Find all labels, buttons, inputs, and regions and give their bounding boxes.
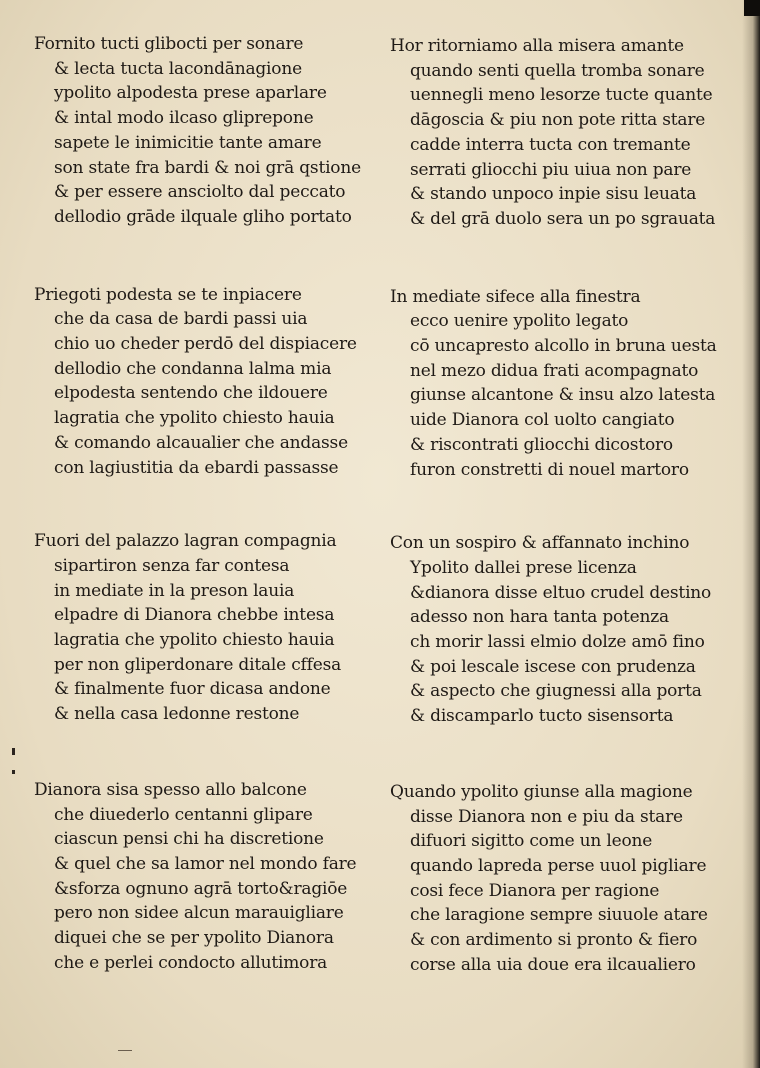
verse-line: &sforza ognuno agrā torto&ragiōe <box>54 878 348 899</box>
verse-line: ciascun pensi chi ha discretione <box>54 829 324 850</box>
stanza <box>34 32 374 230</box>
page-mark <box>118 1050 132 1051</box>
stanza <box>34 529 374 727</box>
verse-line: & poi lescale iscese con prudenza <box>410 656 696 677</box>
verse-line: corse alla uia doue era ilcaualiero <box>410 954 696 975</box>
verse-line: cadde interra tucta con tremante <box>410 134 691 155</box>
margin-mark <box>12 748 15 755</box>
verse-line: dellodio che condanna lalma mia <box>54 358 332 379</box>
verse-line: con lagiustitia da ebardi passasse <box>54 457 339 478</box>
verse-line: adesso non hara tanta potenza <box>410 607 669 628</box>
verse-line: giunse alcantone & insu alzo latesta <box>410 385 716 406</box>
page-edge-shadow <box>742 0 760 1068</box>
verse-line: uennegli meno lesorze tucte quante <box>410 85 713 106</box>
verse-line: & discamparlo tucto sisensorta <box>410 706 674 727</box>
verse-line: & riscontrati gliocchi dicostoro <box>410 434 673 455</box>
verse-line: che laragione sempre siuuole atare <box>410 905 708 926</box>
verse-line: Fuori del palazzo lagran compagnia <box>34 531 337 552</box>
verse-line: quando senti quella tromba sonare <box>410 60 705 81</box>
left-column <box>34 32 374 976</box>
verse-line: chio uo cheder perdō del dispiacere <box>54 334 357 355</box>
verse-line: &dianora disse eltuo crudel destino <box>410 582 712 603</box>
verse-line: che diuederlo centanni glipare <box>54 804 313 825</box>
verse-line: dāgoscia & piu non pote ritta stare <box>410 110 706 131</box>
verse-line: difuori sigitto come un leone <box>410 831 653 852</box>
verse-line: Dianora sisa spesso allo balcone <box>34 779 307 800</box>
verse-line: Quando ypolito giunse alla magione <box>390 781 693 802</box>
verse-line: elpadre di Dianora chebbe intesa <box>54 605 335 626</box>
verse-line: ypolito alpodesta prese aparlare <box>54 83 327 104</box>
verse-line: Priegoti podesta se te inpiacere <box>34 284 302 305</box>
verse-line: sapete le inimicitie tante amare <box>54 132 322 153</box>
right-column <box>390 34 730 978</box>
verse-line: quando lapreda perse uuol pigliare <box>410 855 707 876</box>
verse-line: In mediate sifece alla finestra <box>390 286 641 307</box>
verse-line: & del grā duolo sera un po sgrauata <box>410 208 716 229</box>
verse-line: furon constretti di nouel martoro <box>410 459 689 480</box>
verse-line: & aspecto che giugnessi alla porta <box>410 681 702 702</box>
verse-line: pero non sidee alcun marauigliare <box>54 903 344 924</box>
verse-line: & per essere ansciolto dal peccato <box>54 182 346 203</box>
stanza <box>34 283 374 481</box>
stanza <box>34 778 374 976</box>
verse-line: son state fra bardi & noi grā qstione <box>54 157 361 178</box>
stanza <box>390 531 730 729</box>
verse-line: & con ardimento si pronto & fiero <box>410 930 698 951</box>
verse-line: Hor ritorniamo alla misera amante <box>390 36 684 56</box>
verse-line: che da casa de bardi passi uia <box>54 309 308 330</box>
stanza <box>390 285 730 483</box>
verse-line: & lecta tucta lacondānagione <box>54 58 302 79</box>
verse-line: & intal modo ilcaso gliprepone <box>54 108 314 129</box>
verse-line: Fornito tucti glibocti per sonare <box>34 34 304 54</box>
verse-line: & nella casa ledonne restone <box>54 704 300 725</box>
verse-line: & comando alcaualier che andasse <box>54 432 348 453</box>
verse-line: lagratia che ypolito chiesto hauia <box>54 408 335 429</box>
verse-line: diquei che se per ypolito Dianora <box>54 928 334 949</box>
verse-line: disse Dianora non e piu da stare <box>410 806 683 827</box>
verse-line: lagratia che ypolito chiesto hauia <box>54 630 335 651</box>
stanza <box>390 34 730 232</box>
page-corner-shadow <box>744 0 760 16</box>
margin-mark <box>12 770 15 774</box>
verse-line: serrati gliocchi piu uiua non pare <box>410 159 692 180</box>
verse-line: elpodesta sentendo che ildouere <box>54 383 328 404</box>
verse-line: cosi fece Dianora per ragione <box>410 880 660 901</box>
verse-line: uide Dianora col uolto cangiato <box>410 410 675 431</box>
verse-line: & quel che sa lamor nel mondo fare <box>54 853 357 874</box>
verse-line: in mediate in la preson lauia <box>54 580 295 601</box>
verse-line: ch morir lassi elmio dolze amō fino <box>410 632 705 653</box>
verse-line: Con un sospiro & affannato inchino <box>390 533 690 554</box>
verse-line: cō uncapresto alcollo in bruna uesta <box>410 336 717 357</box>
verse-line: per non gliperdonare ditale cffesa <box>54 654 342 675</box>
verse-line: dellodio grāde ilquale gliho portato <box>54 206 352 227</box>
stanza <box>390 780 730 978</box>
verse-line: ecco uenire ypolito legato <box>410 311 629 332</box>
verse-line: Ypolito dallei prese licenza <box>410 557 637 578</box>
verse-line: & stando unpoco inpie sisu leuata <box>410 184 697 205</box>
verse-line: & finalmente fuor dicasa andone <box>54 679 331 700</box>
verse-line: sipartiron senza far contesa <box>54 555 290 576</box>
verse-line: nel mezo didua frati acompagnato <box>410 360 699 381</box>
verse-line: che e perlei condocto allutimora <box>54 952 328 973</box>
